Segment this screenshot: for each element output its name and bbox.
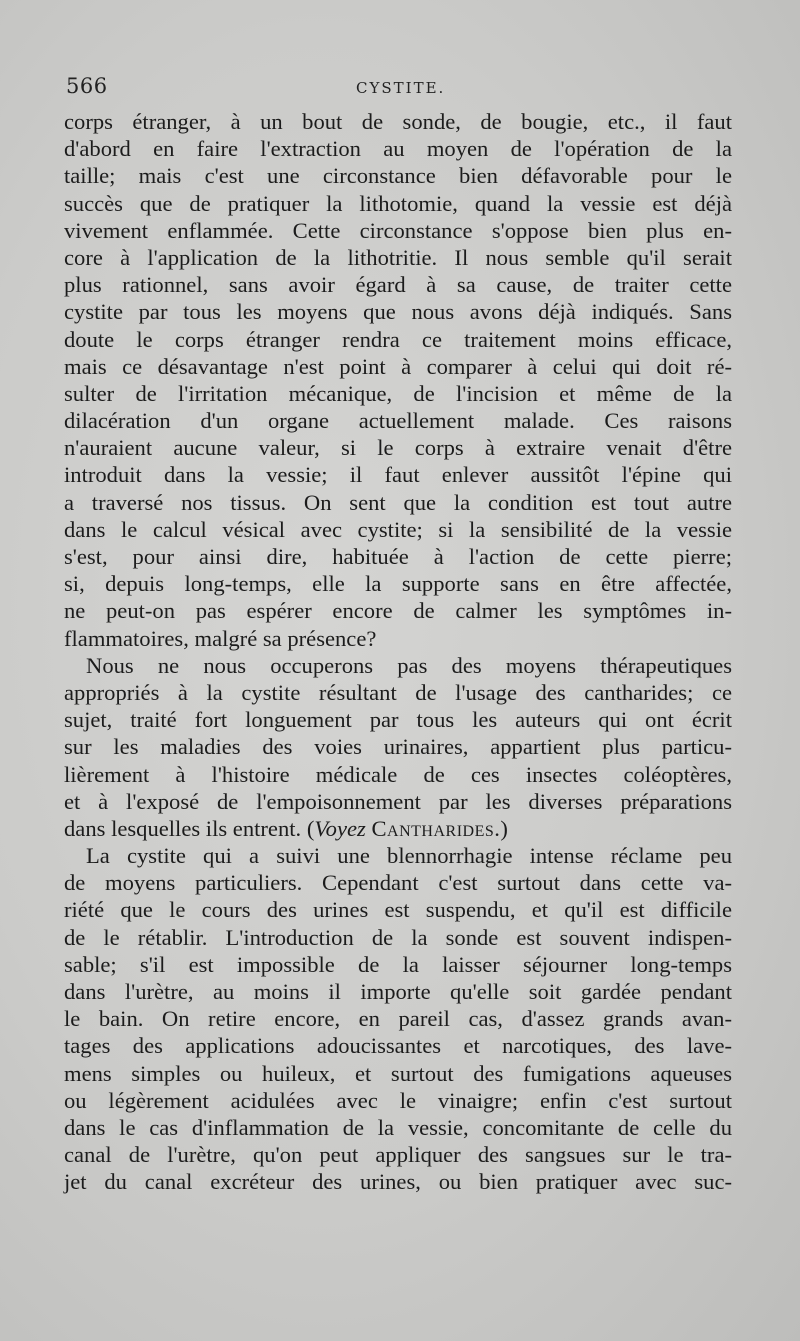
- text-line: taille; mais c'est une circonstance bien défavorable pour le: [64, 163, 732, 189]
- text-line: dans le calcul vésical avec cystite; si la sensibilité de la vessie: [64, 516, 732, 542]
- text-line: n'auraient aucune valeur, si le corps à extraire venait d'être: [64, 435, 732, 461]
- text-line: succès que de pratiquer la lithotomie, quand la vessie est déjà: [64, 190, 732, 216]
- text-line: plus rationnel, sans avoir égard à sa cause, de traiter cette: [64, 272, 732, 298]
- text-line: a traversé nos tissus. On sent que la condition est tout autre: [64, 489, 732, 515]
- running-title: CYSTITE.: [356, 79, 446, 97]
- text-line: cystite par tous les moyens que nous avons déjà indiqués. Sans: [64, 299, 732, 325]
- text-line: sur les maladies des voies urinaires, appartient plus particu-: [64, 734, 732, 760]
- text-line: d'abord en faire l'extraction au moyen de l'opération de la: [64, 136, 732, 162]
- text-line: sujet, traité fort longuement par tous les auteurs qui ont écrit: [64, 707, 732, 733]
- text-line: ne peut-on pas espérer encore de calmer les symptômes in-: [64, 598, 732, 624]
- body-text: [64, 108, 732, 1196]
- text-line: si, depuis long-temps, elle la supporte sans en être affectée,: [64, 571, 732, 597]
- text-line: ou légèrement acidulées avec le vinaigre; enfin c'est surtout: [64, 1087, 732, 1113]
- page-header: [66, 74, 730, 104]
- paragraph-end-line: flammatoires, malgré sa présence?: [64, 625, 377, 651]
- text-line: vivement enflammée. Cette circonstance s'oppose bien plus en-: [64, 217, 732, 243]
- text-line: de moyens particuliers. Cependant c'est surtout dans cette va-: [64, 870, 732, 896]
- text-line: le bain. On retire encore, en pareil cas, d'assez grands avan-: [64, 1006, 732, 1032]
- text-line: mens simples ou huileux, et surtout des fumigations aqueuses: [64, 1060, 732, 1086]
- text-line: corps étranger, à un bout de sonde, de bougie, etc., il faut: [64, 109, 732, 134]
- paragraph-start-line: La cystite qui a suivi une blennorrhagie intense réclame peu: [86, 843, 732, 869]
- reference-prefix: dans lesquelles ils entrent. (: [64, 815, 315, 841]
- text-line: lièrement à l'histoire médicale de ces insectes coléoptères,: [64, 761, 732, 787]
- text-line: de le rétablir. L'introduction de la sonde est souvent indispen-: [64, 924, 732, 950]
- reference-suffix: ): [500, 815, 508, 841]
- text-line: canal de l'urètre, qu'on peut appliquer des sangsues sur le tra-: [64, 1142, 732, 1168]
- page-number: 566: [66, 74, 108, 98]
- text-line: dans l'urètre, au moins il importe qu'elle soit gardée pendant: [64, 979, 732, 1004]
- text-line: riété que le cours des urines est suspendu, et qu'il est difficile: [64, 897, 732, 923]
- text-line: introduit dans la vessie; il faut enlever aussitôt l'épine qui: [64, 462, 732, 488]
- text-line: appropriés à la cystite résultant de l'usage des cantharides; ce: [64, 679, 732, 705]
- text-line: dilacération d'un organe actuellement malade. Ces raisons: [64, 408, 732, 434]
- text-line: core à l'application de la lithotritie. Il nous semble qu'il serait: [64, 244, 732, 270]
- text-line: sulter de l'irritation mécanique, de l'incision et même de la: [64, 380, 732, 406]
- cross-reference-link: Cantharides.: [371, 815, 501, 841]
- paragraph-start-line: Nous ne nous occuperons pas des moyens thérapeutiques: [86, 652, 732, 678]
- text-line: dans le cas d'inflammation de la vessie, concomitante de celle du: [64, 1114, 732, 1140]
- reference-line: [64, 815, 732, 842]
- text-line: doute le corps étranger rendra ce traitement moins efficace,: [64, 326, 732, 352]
- text-line: s'est, pour ainsi dire, habituée à l'action de cette pierre;: [64, 544, 732, 569]
- text-line: mais ce désavantage n'est point à comparer à celui qui doit ré-: [64, 353, 732, 379]
- text-line: jet du canal excréteur des urines, ou bien pratiquer avec suc-: [64, 1169, 732, 1195]
- text-line: tages des applications adoucissantes et narcotiques, des lave-: [64, 1033, 732, 1059]
- text-line: sable; s'il est impossible de la laisser séjourner long-temps: [64, 951, 732, 977]
- voyez-word: Voyez: [314, 815, 366, 841]
- text-line: et à l'exposé de l'empoisonnement par les diverses préparations: [64, 788, 732, 814]
